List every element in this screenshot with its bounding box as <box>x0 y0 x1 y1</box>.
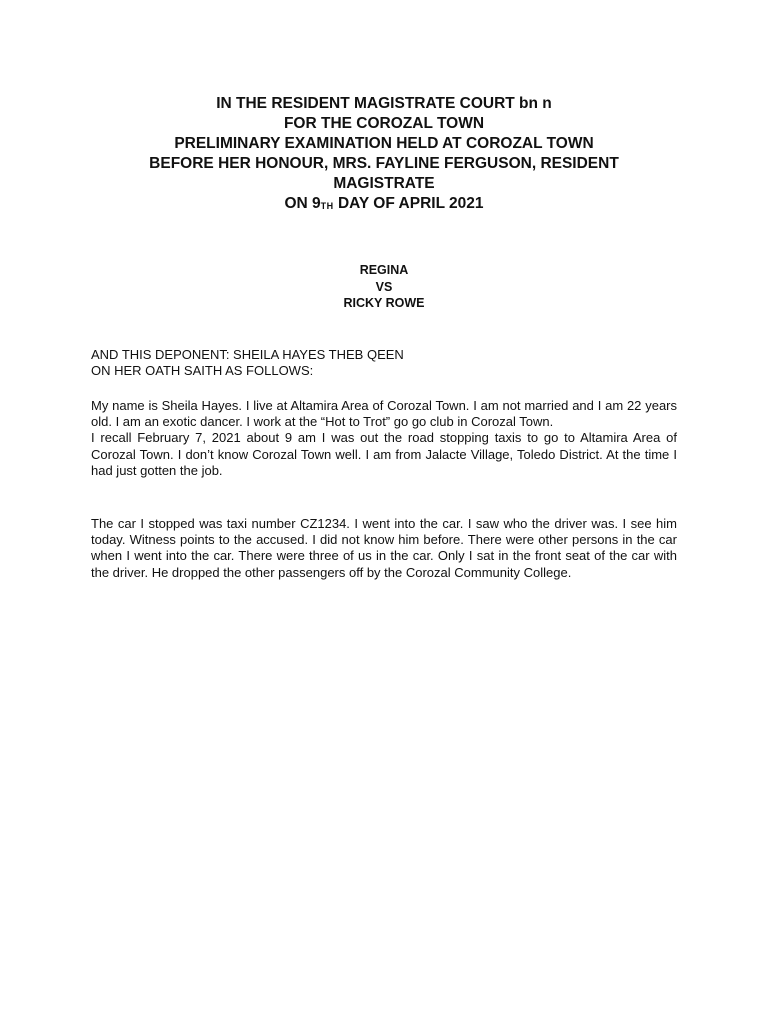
date-suffix: DAY OF APRIL 2021 <box>333 195 484 212</box>
court-heading <box>0 94 768 216</box>
party-defendant: RICKY ROWE <box>343 296 425 310</box>
statement-paragraph-2 <box>91 516 677 581</box>
statement-intro-text: My name is Sheila Hayes. I live at Altamira Area of Corozal Town. I am not married and I am 22 years old. I am an exotic dancer. I work at the “Hot to Trot” go go club in Corozal Town. <box>91 398 677 430</box>
heading-date-line <box>0 194 768 216</box>
statement-recall-text: I recall February 7, 2021 about 9 am I was out the road stopping taxis to go to Altamira Area of Corozal Town. I don’t know Corozal Town well. I am from Jalacte Village, Toledo District. At the time I had just gotten the job. <box>91 430 677 478</box>
heading-court-line: IN THE RESIDENT MAGISTRATE COURT bn n <box>216 95 552 112</box>
heading-magistrate-line: BEFORE HER HONOUR, MRS. FAYLINE FERGUSON, RESIDENT <box>149 155 619 172</box>
heading-magistrate-title: MAGISTRATE <box>333 175 435 192</box>
case-parties <box>0 262 768 312</box>
deponent-line: AND THIS DEPONENT: SHEILA HAYES THEB QEEN <box>91 347 404 362</box>
statement-paragraph-1 <box>91 398 677 479</box>
oath-line: ON HER OATH SAITH AS FOLLOWS: <box>91 363 314 378</box>
party-plaintiff: REGINA <box>359 263 409 277</box>
party-versus: VS <box>375 279 393 294</box>
date-prefix: ON 9 <box>284 195 321 212</box>
heading-town-line: FOR THE COROZAL TOWN <box>283 115 485 132</box>
statement-car-text: The car I stopped was taxi number CZ1234. I went into the car. I saw who the driver was. I see him today. Witness points to the accused. I did not know him before. There were other persons in the car when I went into the car. There were three of us in the car. Only I sat in the front seat of the car with the driver. He dropped the other passengers off by the Corozal Community College. <box>91 516 677 580</box>
heading-examination-line: PRELIMINARY EXAMINATION HELD AT COROZAL TOWN <box>174 135 594 152</box>
deponent-intro <box>91 347 404 379</box>
date-ordinal: TH <box>320 201 334 211</box>
